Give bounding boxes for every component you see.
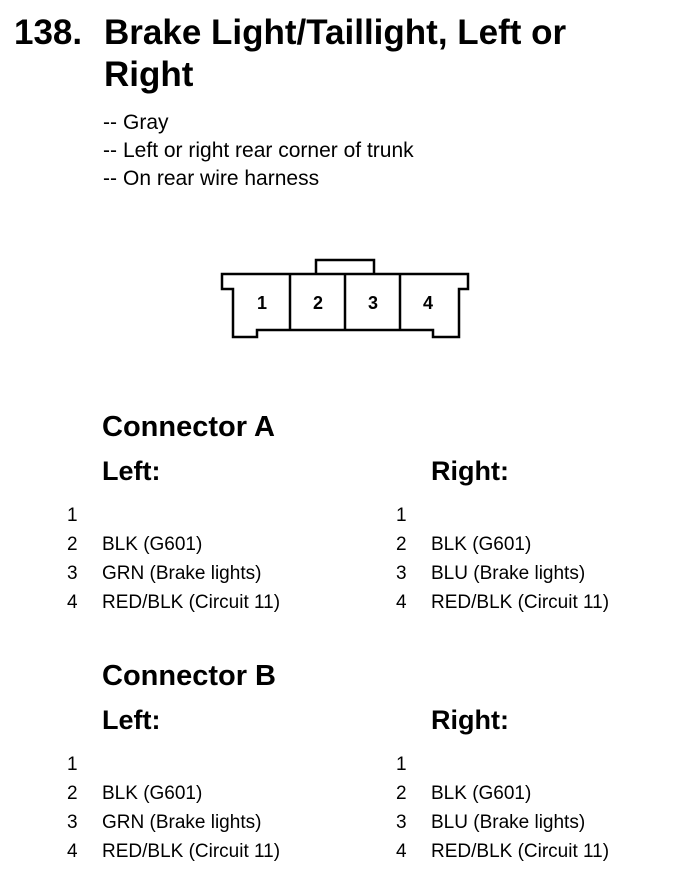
a-right-pin: 3 [396,563,407,584]
page-title-line-2: Right [104,55,194,94]
b-left-wire: GRN (Brake lights) [102,812,262,833]
b-left-wire: RED/BLK (Circuit 11) [102,841,281,862]
detail-harness [103,166,319,192]
a-left-wire: GRN (Brake lights) [102,563,262,584]
dash-marker: -- [103,167,117,190]
connector-lock-tab [316,260,374,274]
a-left-pin: 2 [67,534,78,555]
a-right-wire: BLK (G601) [431,534,532,555]
pin-label-4: 4 [422,293,434,313]
pin-label-2: 2 [312,293,324,313]
a-right-pin: 4 [396,592,407,613]
a-left-pin: 1 [67,505,78,526]
pin-label-1: 1 [256,293,268,313]
b-right-wire: RED/BLK (Circuit 11) [431,841,610,862]
detail-color [103,110,169,136]
connector-b-left-heading: Left: [102,705,161,735]
connector-b-heading: Connector B [102,660,276,692]
a-right-pin: 2 [396,534,407,555]
b-right-pin: 2 [396,783,407,804]
connector-a-heading: Connector A [102,411,275,443]
a-right-wire: BLU (Brake lights) [431,563,586,584]
connector-a-left-heading: Left: [102,456,161,486]
a-left-pin: 4 [67,592,78,613]
detail-text: Gray [123,111,169,134]
b-right-wire: BLK (G601) [431,783,532,804]
page-title [104,12,664,96]
b-left-wire: BLK (G601) [102,783,203,804]
b-right-pin: 1 [396,754,407,775]
dash-marker: -- [103,111,117,134]
b-left-pin: 1 [67,754,78,775]
dash-marker: -- [103,139,117,162]
connector-b-right-heading: Right: [431,705,509,735]
a-left-wire: BLK (G601) [102,534,203,555]
connector-a-right-heading: Right: [431,456,509,486]
a-left-wire: RED/BLK (Circuit 11) [102,592,281,613]
page-title-line-1: Brake Light/Taillight, Left or [104,13,567,52]
detail-location [103,138,414,164]
detail-text: On rear wire harness [123,167,320,190]
a-right-wire: RED/BLK (Circuit 11) [431,592,610,613]
b-right-wire: BLU (Brake lights) [431,812,586,833]
section-number: 138. [14,13,83,52]
connector-diagram [218,255,472,347]
b-right-pin: 3 [396,812,407,833]
b-right-pin: 4 [396,841,407,862]
a-right-pin: 1 [396,505,407,526]
b-left-pin: 2 [67,783,78,804]
detail-text: Left or right rear corner of trunk [123,139,414,162]
b-left-pin: 4 [67,841,78,862]
a-left-pin: 3 [67,563,78,584]
pin-label-3: 3 [367,293,379,313]
b-left-pin: 3 [67,812,78,833]
